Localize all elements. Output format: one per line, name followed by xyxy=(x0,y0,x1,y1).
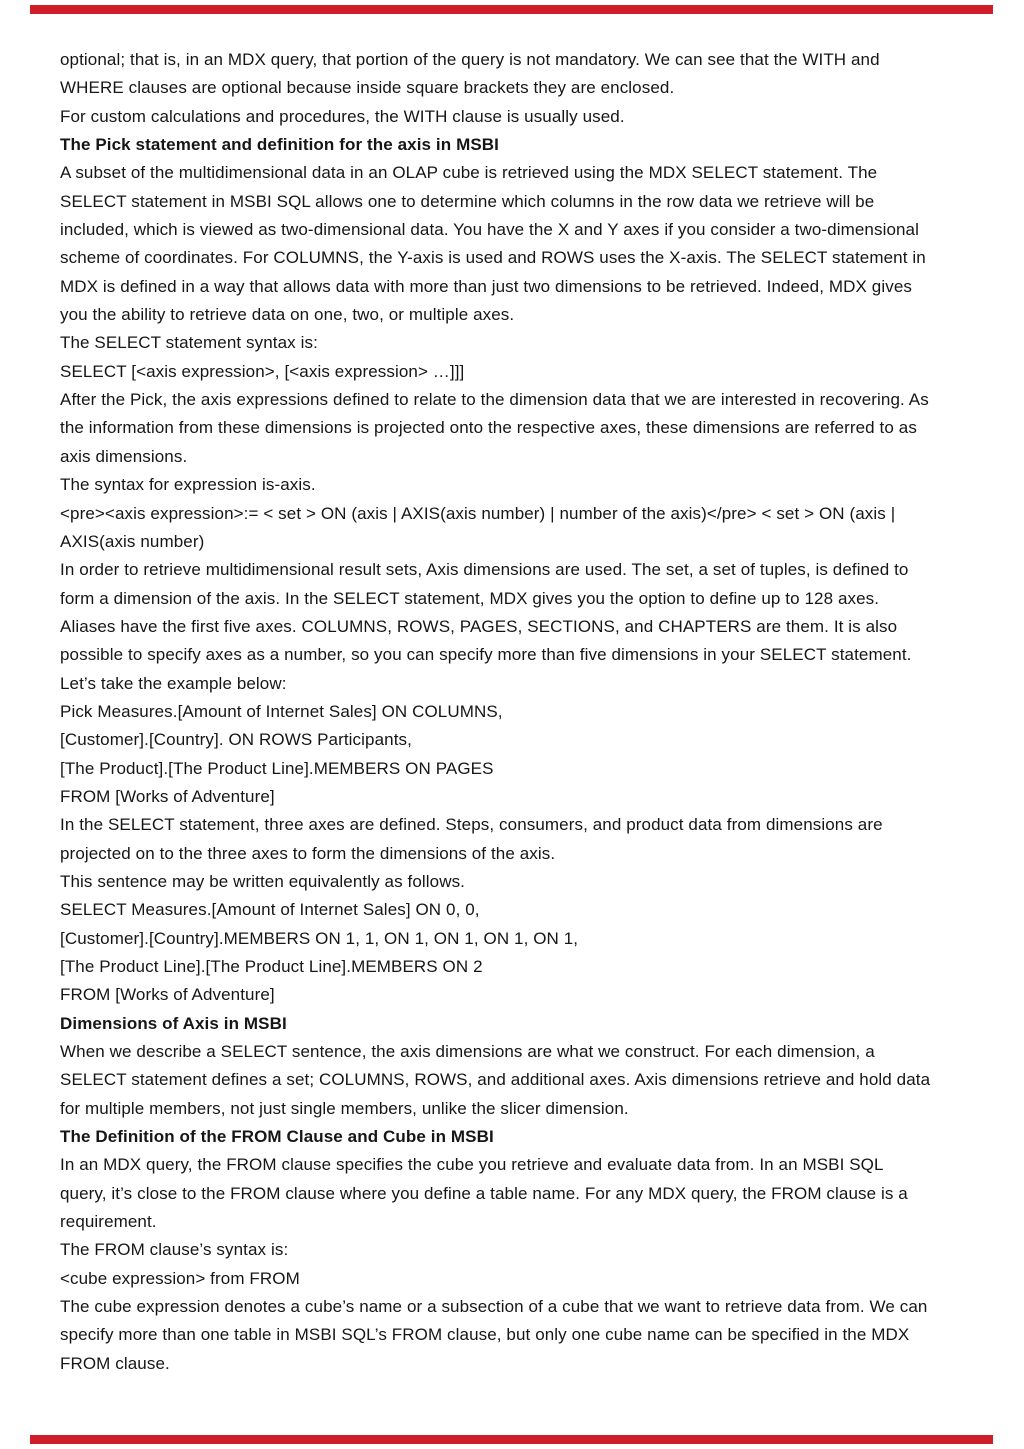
text-line: you the ability to retrieve data on one, two, or multiple axes. xyxy=(60,305,515,325)
text-line: FROM [Works of Adventure] xyxy=(60,985,275,1005)
text-line: FROM [Works of Adventure] xyxy=(60,786,275,806)
text-line: FROM clause. xyxy=(60,1353,170,1373)
text-line: AXIS(axis number) xyxy=(60,531,205,551)
text-line: When we describe a SELECT sentence, the axis dimensions are what we construct. For each dimension, a xyxy=(60,1042,875,1062)
text-line: In the SELECT statement, three axes are defined. Steps, consumers, and product data from dimensions are xyxy=(60,815,883,835)
text-line: possible to specify axes as a number, so you can specify more than five dimensions in your SELECT statement. xyxy=(60,645,912,665)
text-line: In an MDX query, the FROM clause specifies the cube you retrieve and evaluate data from. In an MSBI SQL xyxy=(60,1155,884,1175)
text-line: [Customer].[Country].MEMBERS ON 1, 1, ON 1, ON 1, ON 1, ON 1, xyxy=(60,928,579,948)
text-line: The cube expression denotes a cube’s name or a subsection of a cube that we want to retrieve data from. We can xyxy=(60,1297,928,1317)
text-line: specify more than one table in MSBI SQL’s FROM clause, but only one cube name can be specified in the MDX xyxy=(60,1325,910,1345)
text-line: requirement. xyxy=(60,1212,157,1232)
document-content xyxy=(60,46,990,1378)
text-line: The SELECT statement syntax is: xyxy=(60,333,318,353)
text-line: This sentence may be written equivalently as follows. xyxy=(60,871,465,891)
text-line: The syntax for expression is-axis. xyxy=(60,475,316,495)
text-line: form a dimension of the axis. In the SELECT statement, MDX gives you the option to define up to 128 axes. xyxy=(60,588,880,608)
text-line: In order to retrieve multidimensional result sets, Axis dimensions are used. The set, a set of tuples, is defined to xyxy=(60,560,909,580)
text-line: [Customer].[Country]. ON ROWS Participants, xyxy=(60,730,412,750)
heading-line: The Definition of the FROM Clause and Cube in MSBI xyxy=(60,1127,494,1147)
heading-line: Dimensions of Axis in MSBI xyxy=(60,1013,287,1033)
text-line: MDX is defined in a way that allows data with more than just two dimensions to be retrieved. Indeed, MDX gives xyxy=(60,276,912,296)
text-line: Aliases have the first five axes. COLUMNS, ROWS, PAGES, SECTIONS, and CHAPTERS are them. It is also xyxy=(60,616,898,636)
text-line: [The Product Line].[The Product Line].MEMBERS ON 2 xyxy=(60,957,483,976)
text-line: <cube expression> from FROM xyxy=(60,1268,300,1288)
text-line: SELECT statement defines a set; COLUMNS, ROWS, and additional axes. Axis dimensions retrieve and hold data xyxy=(60,1070,931,1090)
text-line: query, it’s close to the FROM clause where you define a table name. For any MDX query, the FROM clause is a xyxy=(60,1183,908,1203)
text-line: SELECT [<axis expression>, [<axis expression> …]]] xyxy=(60,361,465,381)
top-red-bar xyxy=(30,5,993,14)
bottom-red-bar xyxy=(30,1435,993,1444)
text-line: A subset of the multidimensional data in an OLAP cube is retrieved using the MDX SELECT statement. The xyxy=(60,163,878,183)
text-line: for multiple members, not just single members, unlike the slicer dimension. xyxy=(60,1098,629,1118)
text-line: SELECT statement in MSBI SQL allows one to determine which columns in the row data we retrieve will be xyxy=(60,191,875,211)
text-line: projected on to the three axes to form the dimensions of the axis. xyxy=(60,843,556,863)
heading-line: The Pick statement and definition for the axis in MSBI xyxy=(60,135,499,155)
text-line: axis dimensions. xyxy=(60,446,188,466)
text-line: The FROM clause’s syntax is: xyxy=(60,1240,289,1260)
text-line: <pre><axis expression>:= < set > ON (axis | AXIS(axis number) | number of the axis)</pre> < set > ON (axis | xyxy=(60,503,896,523)
text-line: scheme of coordinates. For COLUMNS, the Y-axis is used and ROWS uses the X-axis. The SELECT statement in xyxy=(60,248,926,268)
text-line: SELECT Measures.[Amount of Internet Sales] ON 0, 0, xyxy=(60,900,480,920)
text-line: For custom calculations and procedures, the WITH clause is usually used. xyxy=(60,106,625,126)
text-line: Pick Measures.[Amount of Internet Sales] ON COLUMNS, xyxy=(60,701,503,721)
text-line: the information from these dimensions is projected onto the respective axes, these dimensions are referred to as xyxy=(60,418,917,438)
text-line: optional; that is, in an MDX query, that portion of the query is not mandatory. We can see that the WITH and xyxy=(60,50,880,69)
text-line: After the Pick, the axis expressions defined to relate to the dimension data that we are interested in recovering. As xyxy=(60,390,929,410)
text-line: [The Product].[The Product Line].MEMBERS ON PAGES xyxy=(60,758,494,778)
text-line: included, which is viewed as two-dimensional data. You have the X and Y axes if you consider a two-dimensional xyxy=(60,220,919,240)
text-line: Let’s take the example below: xyxy=(60,673,287,693)
text-line: WHERE clauses are optional because inside square brackets they are enclosed. xyxy=(60,78,675,98)
